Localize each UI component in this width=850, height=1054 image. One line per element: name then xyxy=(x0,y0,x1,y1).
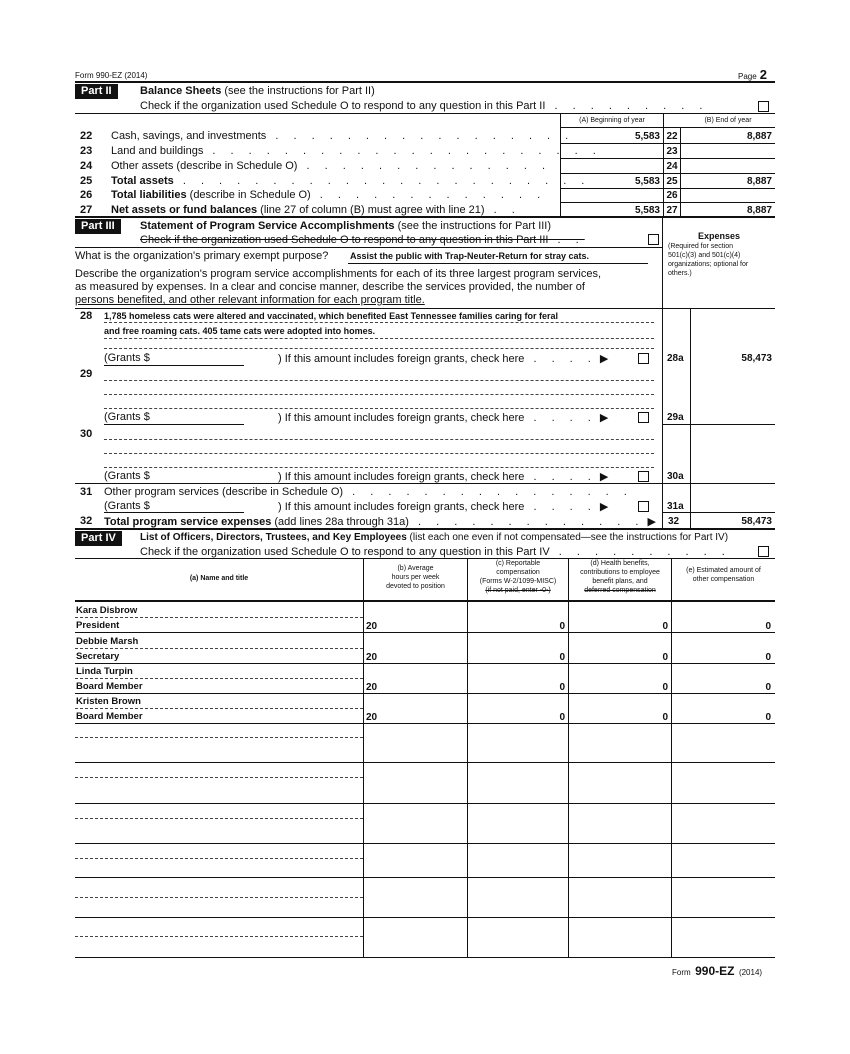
form-label: Form 990-EZ (2014) xyxy=(75,71,148,80)
line30-foreign-grants-checkbox[interactable] xyxy=(638,471,649,482)
line32-total-amount: 58,473 xyxy=(741,516,772,527)
col-b-header: (B) End of year xyxy=(704,117,752,124)
part4-schedule-o-checkbox[interactable] xyxy=(758,546,769,557)
col-a-header: (A) Beginning of year xyxy=(579,117,645,124)
part2-title: Balance Sheets (see the instructions for Part II) xyxy=(140,85,375,97)
officer-title: Board Member xyxy=(76,711,143,722)
officer-title: Board Member xyxy=(76,681,143,692)
purpose-question: What is the organization's primary exempt purpose? xyxy=(75,250,329,262)
part2-check-text: Check if the organization used Schedule O to respond to any question in this Part II . . . . . . . . . xyxy=(140,100,709,112)
officer-name: Kara Disbrow xyxy=(76,605,138,616)
line28-description-1: 1,785 homeless cats were altered and vaccinated, which benefited East Tennessee families caring for feral xyxy=(104,311,559,321)
expenses-note: (Required for section 501(c)(3) and 501(c)(4) organizations; optional for others.) xyxy=(668,243,749,277)
officer-title: President xyxy=(76,620,120,631)
line28-description-2: and free roaming cats. 405 tame cats were adopted into homes. xyxy=(104,326,376,336)
part4-tag: Part IV xyxy=(75,531,122,546)
bs-27-b: 8,887 xyxy=(746,205,772,216)
page-indicator: Page 2 xyxy=(738,67,767,82)
officer-name: Linda Turpin xyxy=(76,666,133,677)
part3-check-text: Check if the organization used Schedule O to respond to any question in this Part III . . xyxy=(140,234,585,246)
part3-title: Statement of Program Service Accomplishments (see the instructions for Part III) xyxy=(140,220,552,232)
part4-check-text: Check if the organization used Schedule O to respond to any question in this Part IV . . . . . . . . . . xyxy=(140,546,731,558)
purpose-answer: Assist the public with Trap-Neuter-Return for stray cats. xyxy=(350,251,590,261)
part3-schedule-o-checkbox[interactable] xyxy=(648,234,659,245)
officer-name: Debbie Marsh xyxy=(76,636,139,647)
part3-tag: Part III xyxy=(75,219,121,234)
line28-foreign-grants-checkbox[interactable] xyxy=(638,353,649,364)
bs-27-a: 5,583 xyxy=(634,205,660,216)
line29-foreign-grants-checkbox[interactable] xyxy=(638,412,649,423)
officer-name: Kristen Brown xyxy=(76,696,141,707)
part2-schedule-o-checkbox[interactable] xyxy=(758,101,769,112)
form-footer: Form 990-EZ (2014) xyxy=(672,964,763,978)
describe-instructions: Describe the organization's program service accomplishments for each of its three largest program services, as measured by expenses. In a clear and concise manner, describe the services provided, the number of persons benefited, and other relevant information for each program title. xyxy=(75,268,602,306)
expenses-header: Expenses xyxy=(697,231,741,241)
part4-title: List of Officers, Directors, Trustees, and Key Employees (list each one even if not compensated—see the instructions for Part IV) xyxy=(140,532,729,543)
bs-25-a: 5,583 xyxy=(634,176,660,187)
part2-tag: Part II xyxy=(75,84,118,99)
officer-title: Secretary xyxy=(76,651,120,662)
line31-foreign-grants-checkbox[interactable] xyxy=(638,501,649,512)
bs-25-b: 8,887 xyxy=(746,176,772,187)
bs-22-b: 8,887 xyxy=(746,131,772,142)
bs-22-a: 5,583 xyxy=(634,131,660,142)
line28-amount: 58,473 xyxy=(741,353,772,364)
